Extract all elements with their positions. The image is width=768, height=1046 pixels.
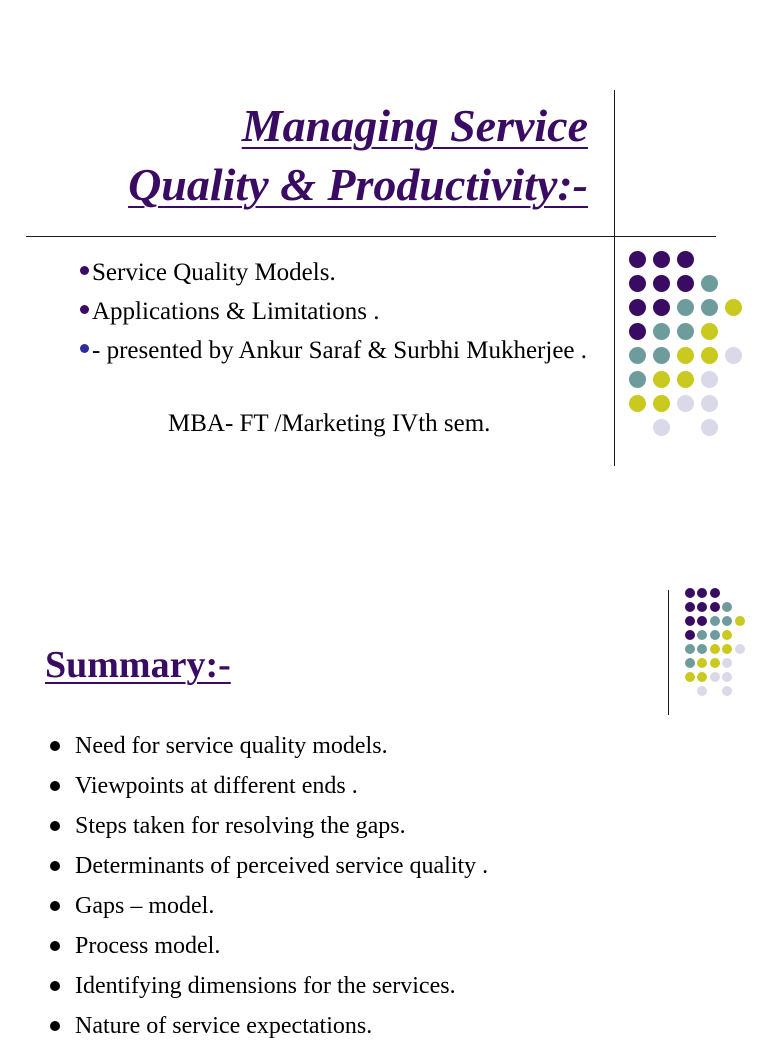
decorative-dot [697, 644, 707, 654]
decorative-dot [653, 347, 670, 364]
decorative-dot [701, 347, 718, 364]
decorative-dot [677, 395, 694, 412]
decorative-dot [722, 658, 732, 668]
decorative-dot [653, 323, 670, 340]
decorative-dot [629, 323, 646, 340]
summary-item: Gaps – model. [48, 886, 748, 926]
bullet-dot-icon [80, 266, 89, 275]
decorative-dot [710, 602, 720, 612]
bullet-dot-icon [50, 1021, 60, 1031]
decorative-dot [653, 419, 670, 436]
decorative-dot [710, 630, 720, 640]
decorative-dot [697, 672, 707, 682]
decorative-dot [710, 658, 720, 668]
summary-item: Need for service quality models. [48, 726, 748, 766]
decorative-dot [735, 616, 745, 626]
decorative-dot [697, 602, 707, 612]
summary-bullet-list [48, 726, 748, 1046]
decorative-dot [735, 644, 745, 654]
vertical-divider [614, 90, 615, 466]
summary-item: Steps taken for resolving the gaps. [48, 806, 748, 846]
bullet-dot-icon [50, 781, 60, 791]
slide-title [0, 0, 768, 512]
decorative-dot [677, 299, 694, 316]
intro-bullet: - presented by Ankur Saraf & Surbhi Mukherjee . [80, 336, 600, 366]
decorative-dot [701, 275, 718, 292]
slide-title-heading [40, 96, 588, 214]
bullet-dot-icon [50, 741, 60, 751]
title-line-2: Quality & Productivity:- [128, 159, 588, 210]
summary-item: Determinants of perceived service quality . [48, 846, 748, 886]
slide-summary [0, 512, 768, 1039]
decorative-dot [725, 299, 742, 316]
decorative-dot [629, 299, 646, 316]
horizontal-divider [26, 236, 716, 237]
title-line-1: Managing Service [241, 100, 588, 151]
decorative-dot [685, 588, 695, 598]
bullet-dot-icon [80, 344, 89, 353]
summary-item: Process model. [48, 926, 748, 966]
decorative-dot [701, 419, 718, 436]
decorative-dot [710, 616, 720, 626]
summary-item: Nature of service expectations. [48, 1006, 748, 1046]
bullet-dot-icon [50, 901, 60, 911]
decorative-dot [722, 644, 732, 654]
bullet-dot-icon [50, 861, 60, 871]
decorative-dot [653, 275, 670, 292]
decorative-dot [722, 616, 732, 626]
decorative-dot [722, 630, 732, 640]
decorative-dot [722, 602, 732, 612]
summary-item: Identifying dimensions for the services. [48, 966, 748, 1006]
decorative-dot [725, 347, 742, 364]
bullet-dot-icon [50, 941, 60, 951]
decorative-dot [685, 644, 695, 654]
decorative-dot [629, 395, 646, 412]
decorative-dot [653, 299, 670, 316]
summary-item: Viewpoints at different ends . [48, 766, 748, 806]
summary-heading: Summary:- [45, 644, 231, 686]
decorative-dot [677, 347, 694, 364]
decorative-dot [685, 616, 695, 626]
decorative-dot [697, 588, 707, 598]
decorative-dot [629, 251, 646, 268]
bullet-dot-icon [50, 981, 60, 991]
decorative-dot [653, 371, 670, 388]
program-line: MBA- FT /Marketing IVth sem. [168, 410, 491, 437]
decorative-dot [697, 686, 707, 696]
decorative-dot [685, 630, 695, 640]
intro-bullet: Service Quality Models. [80, 258, 600, 288]
decorative-dot [722, 672, 732, 682]
decorative-dot [701, 371, 718, 388]
decorative-dot [710, 672, 720, 682]
decorative-dot [685, 672, 695, 682]
decorative-dot [677, 323, 694, 340]
decorative-dot [685, 602, 695, 612]
decorative-dot [697, 630, 707, 640]
decorative-dot [722, 686, 732, 696]
decorative-dot [701, 323, 718, 340]
intro-bullet-list [80, 258, 600, 375]
bullet-dot-icon [80, 305, 89, 314]
decorative-dot [710, 644, 720, 654]
decorative-dot [677, 275, 694, 292]
intro-bullet: Applications & Limitations . [80, 297, 600, 327]
decorative-dot [685, 658, 695, 668]
decorative-dot [629, 371, 646, 388]
bullet-dot-icon [50, 821, 60, 831]
decorative-dot [710, 588, 720, 598]
decorative-dot [653, 395, 670, 412]
decorative-dot [677, 251, 694, 268]
vertical-divider [668, 590, 669, 715]
decorative-dot [677, 371, 694, 388]
decorative-dot [653, 251, 670, 268]
decorative-dot [629, 347, 646, 364]
decorative-dot [629, 275, 646, 292]
decorative-dot [697, 658, 707, 668]
decorative-dot [697, 616, 707, 626]
decorative-dot [701, 395, 718, 412]
decorative-dot [701, 299, 718, 316]
